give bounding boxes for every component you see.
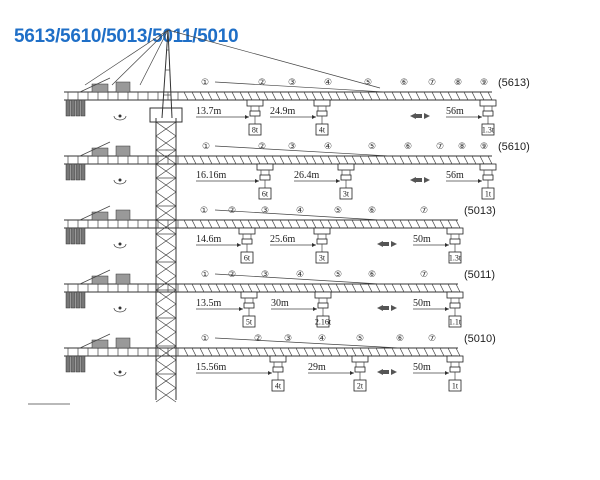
jib-section-number: ④: [295, 270, 305, 280]
reach-distance-label: 56m: [446, 170, 464, 181]
counter-jib: [64, 142, 180, 180]
reach-distance-label: 14.6m: [196, 234, 222, 245]
jib: [180, 210, 460, 228]
jib-section-number: ⑤: [333, 270, 343, 280]
slew-rotation-icon: [114, 179, 126, 185]
reach-distance-label: 15.56m: [196, 362, 227, 373]
jib-section-number: ⑦: [427, 78, 437, 88]
jib-section-number: ①: [199, 206, 209, 216]
counter-jib: [64, 334, 180, 372]
jib-section-number: ⑦: [427, 334, 437, 344]
trolley-direction-icon: [377, 241, 397, 247]
jib-section-number: ⑨: [479, 142, 489, 152]
jib-config: [64, 269, 495, 327]
jib-section-number: ②: [257, 78, 267, 88]
load-capacity-label: 1t: [484, 189, 492, 199]
trolley-direction-icon: [410, 177, 430, 183]
reach-distance-label: 25.6m: [270, 234, 296, 245]
hook-load-point: [270, 100, 330, 135]
trolley-direction-icon: [377, 369, 397, 375]
jib-section-number: ⑦: [419, 206, 429, 216]
load-capacity-label: 4t: [318, 125, 326, 135]
jib-section-number: ⑤: [367, 142, 377, 152]
load-capacity-label: 4t: [274, 381, 282, 391]
reach-distance-label: 24.9m: [270, 106, 296, 117]
hook-load-point: [271, 292, 332, 327]
jib-section-number: ①: [201, 142, 211, 152]
jib-section-number: ④: [295, 206, 305, 216]
reach-distance-label: 13.5m: [196, 298, 222, 309]
hook-load-point: [446, 100, 496, 135]
slew-rotation-icon: [114, 371, 126, 377]
hook-load-point: [196, 164, 273, 199]
jib-config: [64, 333, 496, 391]
load-capacity-label: 6t: [243, 253, 251, 263]
jib: [180, 146, 492, 164]
hook-load-point: [196, 356, 286, 391]
jib-section-number: ①: [200, 270, 210, 280]
reach-distance-label: 16.16m: [196, 170, 227, 181]
load-capacity-label: 3t: [342, 189, 350, 199]
hook-load-point: [413, 292, 463, 327]
jib-section-number: ⑥: [395, 334, 405, 344]
hook-load-point: [196, 292, 257, 327]
load-capacity-label: 5t: [245, 317, 253, 327]
slew-rotation-icon: [114, 243, 126, 249]
load-capacity-label: 1.3t: [481, 125, 495, 135]
jib-section-number: ③: [283, 334, 293, 344]
jib-config: [64, 141, 530, 199]
jib-section-number: ②: [227, 270, 237, 280]
hook-load-point: [446, 164, 496, 199]
jib: [180, 274, 460, 292]
jib-section-number: ⑥: [367, 270, 377, 280]
jib-section-number: ⑦: [419, 270, 429, 280]
jib-section-number: ③: [260, 270, 270, 280]
load-capacity-label: 1t: [451, 381, 459, 391]
jib-config: [64, 205, 496, 263]
load-capacity-label: 8t: [251, 125, 259, 135]
reach-distance-label: 50m: [413, 362, 431, 373]
trolley-direction-icon: [377, 305, 397, 311]
reach-distance-label: 56m: [446, 106, 464, 117]
jib-section-number: ④: [323, 142, 333, 152]
jib-section-number: ③: [287, 142, 297, 152]
jib-section-number: ⑤: [363, 78, 373, 88]
trolley-direction-icon: [410, 113, 430, 119]
jib-section-number: ⑨: [479, 78, 489, 88]
hook-load-point: [294, 164, 354, 199]
model-label: (5010): [464, 333, 496, 345]
model-label: (5613): [498, 77, 530, 89]
jib-config: [64, 77, 530, 135]
load-capacity-label: 1.3t: [448, 253, 462, 263]
reach-distance-label: 50m: [413, 234, 431, 245]
jib-section-number: ③: [260, 206, 270, 216]
reach-distance-label: 26.4m: [294, 170, 320, 181]
jib-section-number: ②: [253, 334, 263, 344]
reach-distance-label: 30m: [271, 298, 289, 309]
jib-section-number: ①: [200, 78, 210, 88]
reach-distance-label: 29m: [308, 362, 326, 373]
counter-jib: [64, 270, 180, 308]
jib-section-number: ④: [317, 334, 327, 344]
jib-section-number: ⑤: [333, 206, 343, 216]
hook-load-point: [270, 228, 330, 263]
model-label: (5610): [498, 141, 530, 153]
jib-section-number: ④: [323, 78, 333, 88]
jib-section-number: ②: [227, 206, 237, 216]
jib-section-number: ⑥: [399, 78, 409, 88]
jib-section-number: ⑤: [355, 334, 365, 344]
jib-section-number: ⑦: [435, 142, 445, 152]
load-capacity-label: 6t: [261, 189, 269, 199]
hook-load-point: [308, 356, 368, 391]
hook-load-point: [413, 356, 463, 391]
page-title: 5613/5610/5013/5011/5010: [14, 26, 239, 47]
load-capacity-label: 2.16t: [314, 317, 332, 327]
slew-rotation-icon: [114, 115, 126, 121]
load-capacity-label: 2t: [356, 381, 364, 391]
jib-section-number: ⑧: [457, 142, 467, 152]
reach-distance-label: 13.7m: [196, 106, 222, 117]
jib-section-number: ②: [257, 142, 267, 152]
jib-section-number: ③: [287, 78, 297, 88]
load-capacity-label: 1.1t: [448, 317, 462, 327]
jib-section-number: ⑥: [367, 206, 377, 216]
jib-section-number: ⑧: [453, 78, 463, 88]
load-capacity-label: 3t: [318, 253, 326, 263]
jib-section-number: ⑥: [403, 142, 413, 152]
model-label: (5013): [464, 205, 496, 217]
model-label: (5011): [464, 269, 495, 281]
hook-load-point: [196, 228, 255, 263]
hook-load-point: [196, 100, 263, 135]
jib: [180, 82, 492, 100]
slew-rotation-icon: [114, 307, 126, 313]
reach-distance-label: 50m: [413, 298, 431, 309]
hook-load-point: [413, 228, 463, 263]
jib-section-number: ①: [200, 334, 210, 344]
